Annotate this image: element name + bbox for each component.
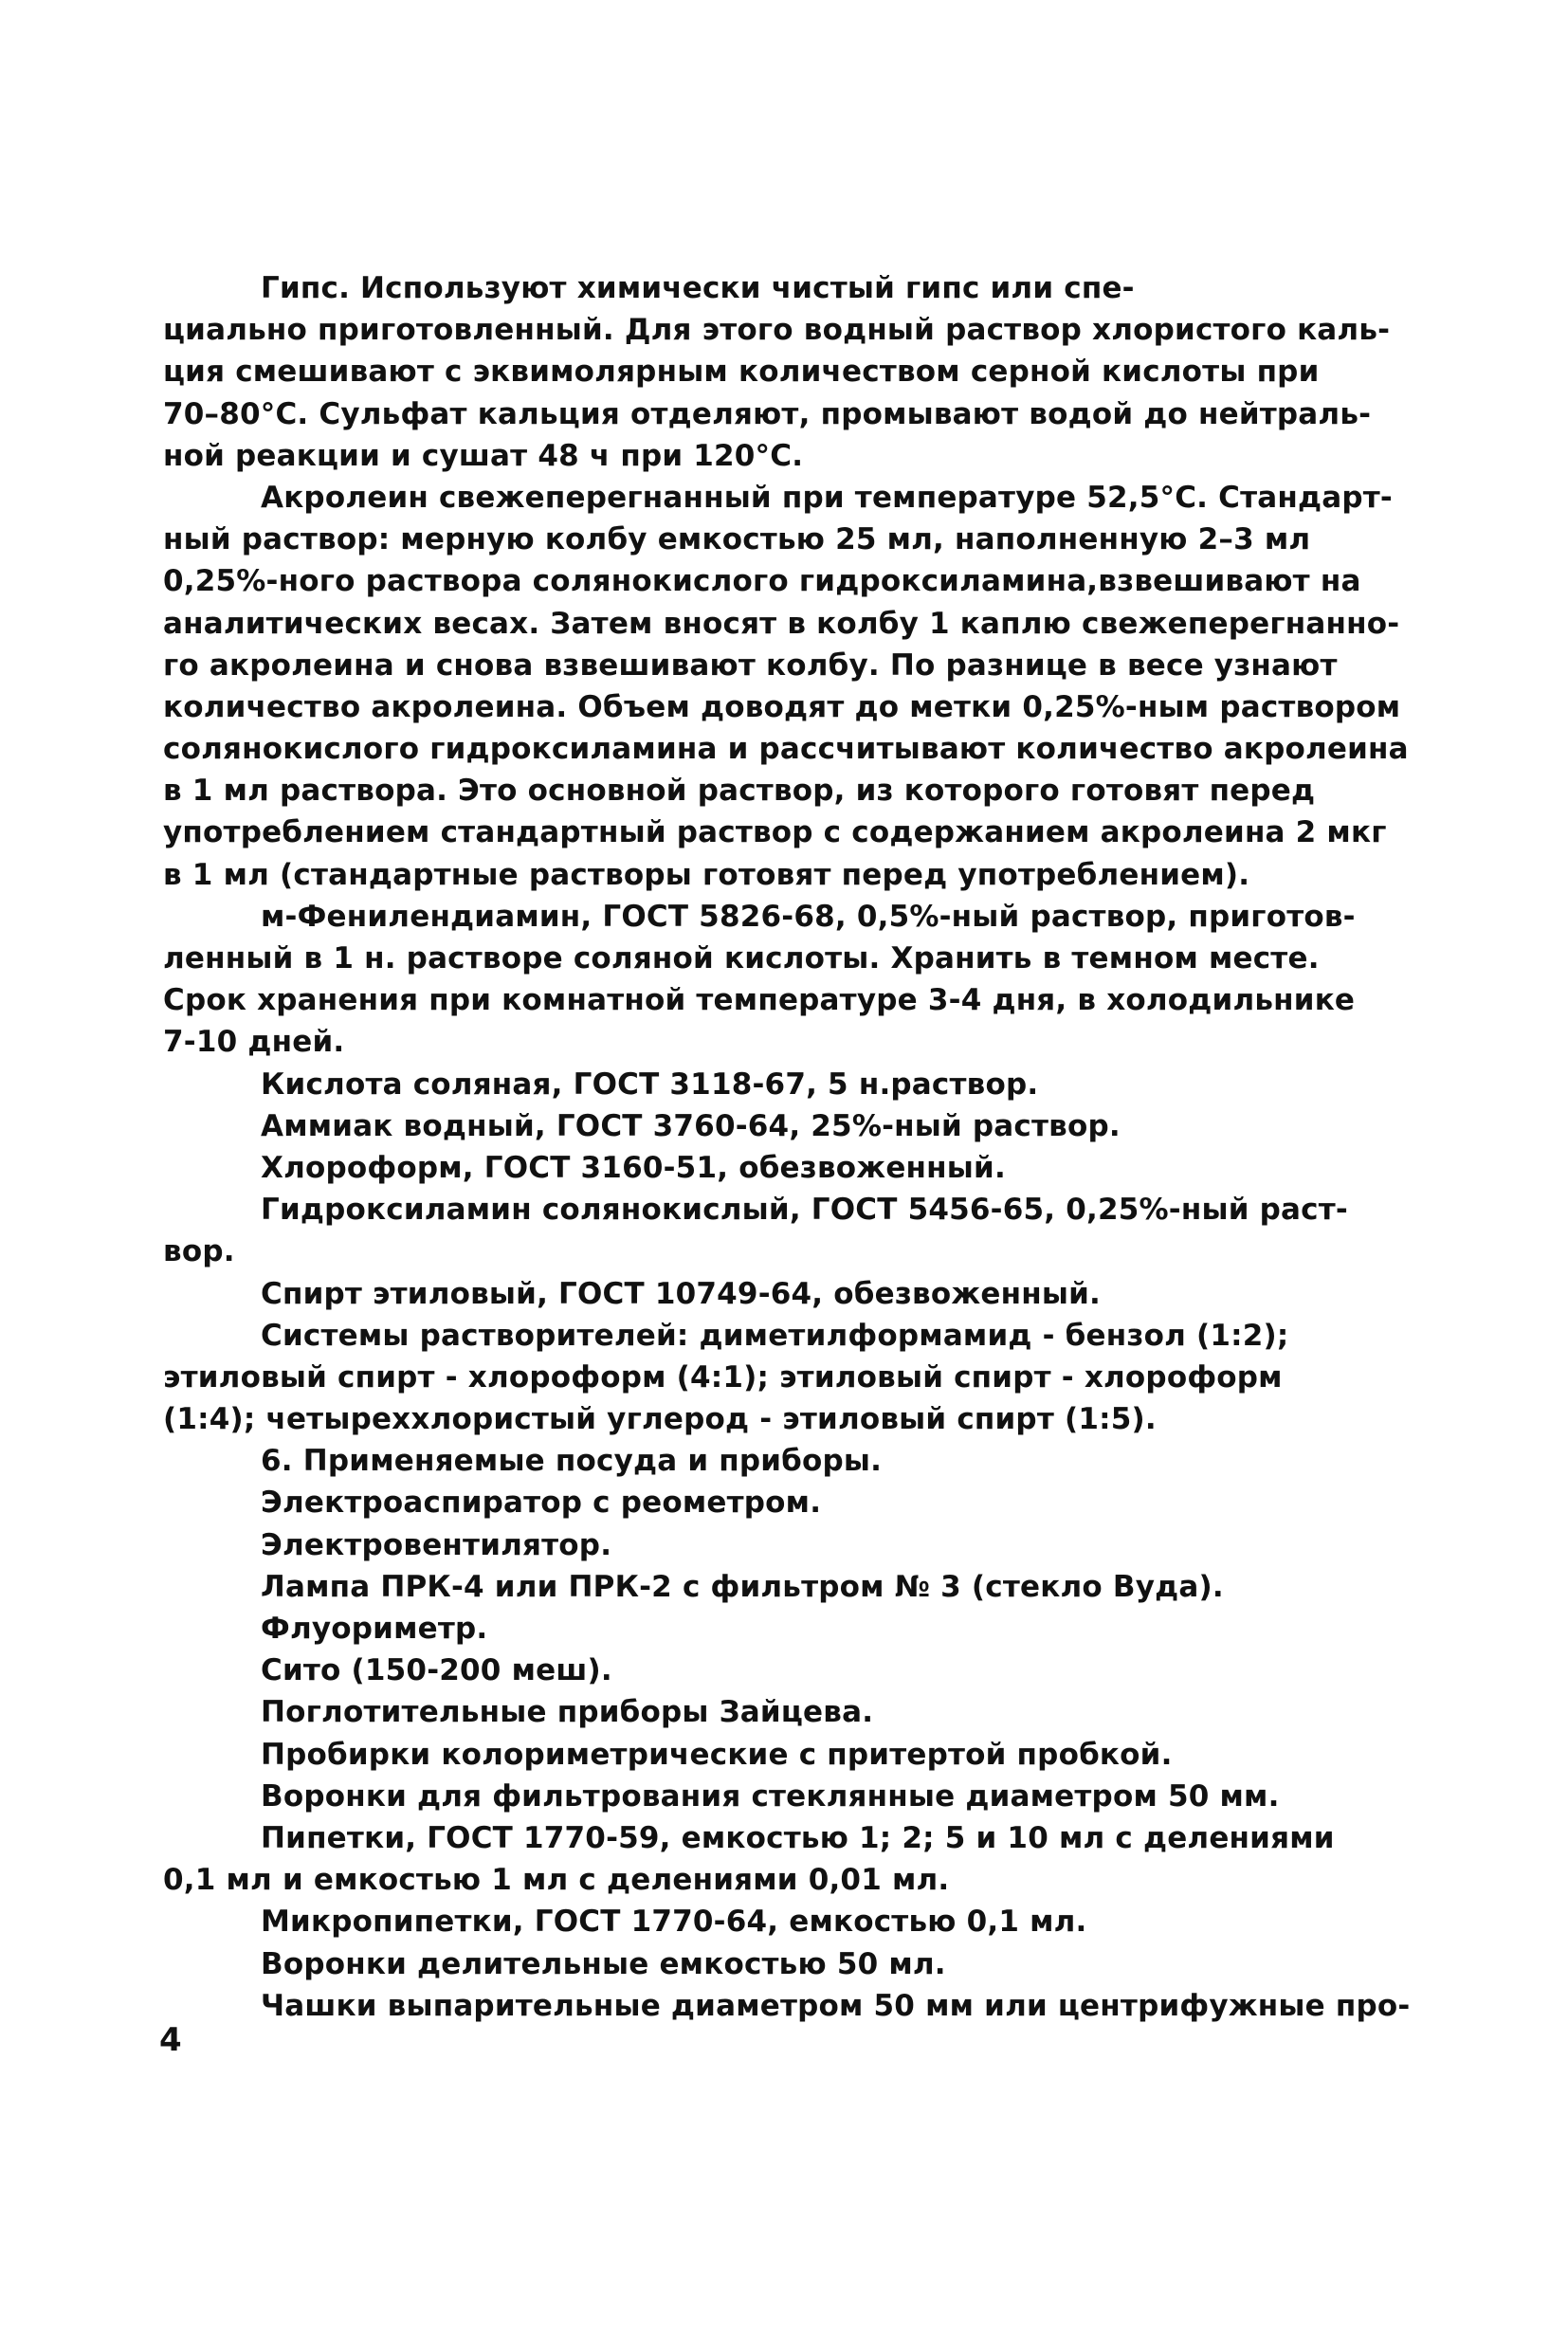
text-line: го акролеина и снова взвешивают колбу. По разнице в весе узнают [163, 647, 1338, 683]
text-line: Аммиак водный, ГОСТ 3760-64, 25%-ный раствор. [261, 1108, 1121, 1143]
text-line: Воронки для фильтрования стеклянные диаметром 50 мм. [261, 1778, 1280, 1814]
text-line: Электровентилятор. [261, 1527, 612, 1562]
text-line: Воронки делительные емкостью 50 мл. [261, 1946, 946, 1981]
text-line: Системы растворителей: диметилформамид - бензол (1:2); [261, 1318, 1289, 1353]
text-line: вор. [163, 1234, 235, 1269]
text-line: ленный в 1 н. растворе соляной кислоты. Хранить в темном месте. [163, 941, 1320, 975]
text-line: Спирт этиловый, ГОСТ 10749-64, обезвоженный. [261, 1276, 1102, 1311]
text-line: Кислота соляная, ГОСТ 3118-67, 5 н.раствор. [261, 1067, 1039, 1102]
text-line: 7-10 дней. [163, 1025, 345, 1060]
text-line: Флуориметр. [261, 1612, 488, 1646]
text-line: Срок хранения при комнатной температуре 3-4 дня, в холодильнике [163, 983, 1356, 1018]
section-heading: 6. Применяемые посуда и приборы. [261, 1444, 883, 1479]
text-line: употреблением стандартный раствор с содержанием акролеина 2 мкг [163, 815, 1387, 850]
text-line: аналитических весах. Затем вносят в колбу 1 каплю свежеперегнанно- [163, 606, 1400, 641]
text-line: Электроаспиратор с реометром. [261, 1486, 822, 1521]
text-line: Лампа ПРК-4 или ПРК-2 с фильтром № 3 (стекло Вуда). [261, 1569, 1224, 1604]
text-line: 70–80°С. Сульфат кальция отделяют, промывают водой до нейтраль- [163, 396, 1372, 431]
text-line: Пипетки, ГОСТ 1770-59, емкостью 1; 2; 5 и 10 мл с делениями [261, 1820, 1335, 1855]
text-line: 0,25%-ного раствора солянокислого гидроксиламина,взвешивают на [163, 564, 1361, 599]
text-line: в 1 мл раствора. Это основной раствор, из которого готовят перед [163, 774, 1316, 809]
text-line: количество акролеина. Объем доводят до метки 0,25%-ным раствором [163, 689, 1401, 724]
text-line: солянокислого гидроксиламина и рассчитывают количество акролеина [163, 732, 1409, 767]
text-line: Хлороформ, ГОСТ 3160-51, обезвоженный. [261, 1150, 1006, 1185]
text-line: м-Фенилендиамин, ГОСТ 5826-68, 0,5%-ный раствор, приготов- [261, 899, 1356, 934]
text-line: ной реакции и сушат 48 ч при 120°С. [163, 438, 804, 473]
text-line: Сито (150-200 меш). [261, 1653, 612, 1688]
text-line: Гипс. Используют химически чистый гипс или спе- [261, 271, 1135, 305]
text-line: Гидроксиламин солянокислый, ГОСТ 5456-65, 0,25%-ный раст- [261, 1193, 1348, 1228]
text-line: ция смешивают с эквимолярным количеством серной кислоты при [163, 355, 1320, 390]
text-line: Чашки выпарительные диаметром 50 мм или центрифужные про- [261, 1988, 1411, 2023]
text-line: циально приготовленный. Для этого водный раствор хлористого каль- [163, 313, 1391, 348]
body-text [163, 267, 1414, 2027]
text-line: (1:4); четыреххлористый углерод - этиловый спирт (1:5). [163, 1402, 1157, 1437]
text-line: этиловый спирт - хлороформ (4:1); этиловый спирт - хлороформ [163, 1359, 1283, 1395]
text-line: Акролеин свежеперегнанный при температуре 52,5°С. Стандарт- [261, 480, 1393, 515]
text-line: Микропипетки, ГОСТ 1770-64, емкостью 0,1 мл. [261, 1905, 1087, 1940]
text-line: в 1 мл (стандартные растворы готовят перед употреблением). [163, 857, 1250, 892]
text-line: 0,1 мл и емкостью 1 мл с делениями 0,01 мл. [163, 1863, 950, 1898]
text-line: Поглотительные приборы Зайцева. [261, 1695, 874, 1730]
page-number: 4 [159, 2021, 182, 2059]
text-line: Пробирки колориметрические с притертой пробкой. [261, 1737, 1173, 1772]
text-line: ный раствор: мерную колбу емкостью 25 мл, наполненную 2–3 мл [163, 522, 1311, 557]
